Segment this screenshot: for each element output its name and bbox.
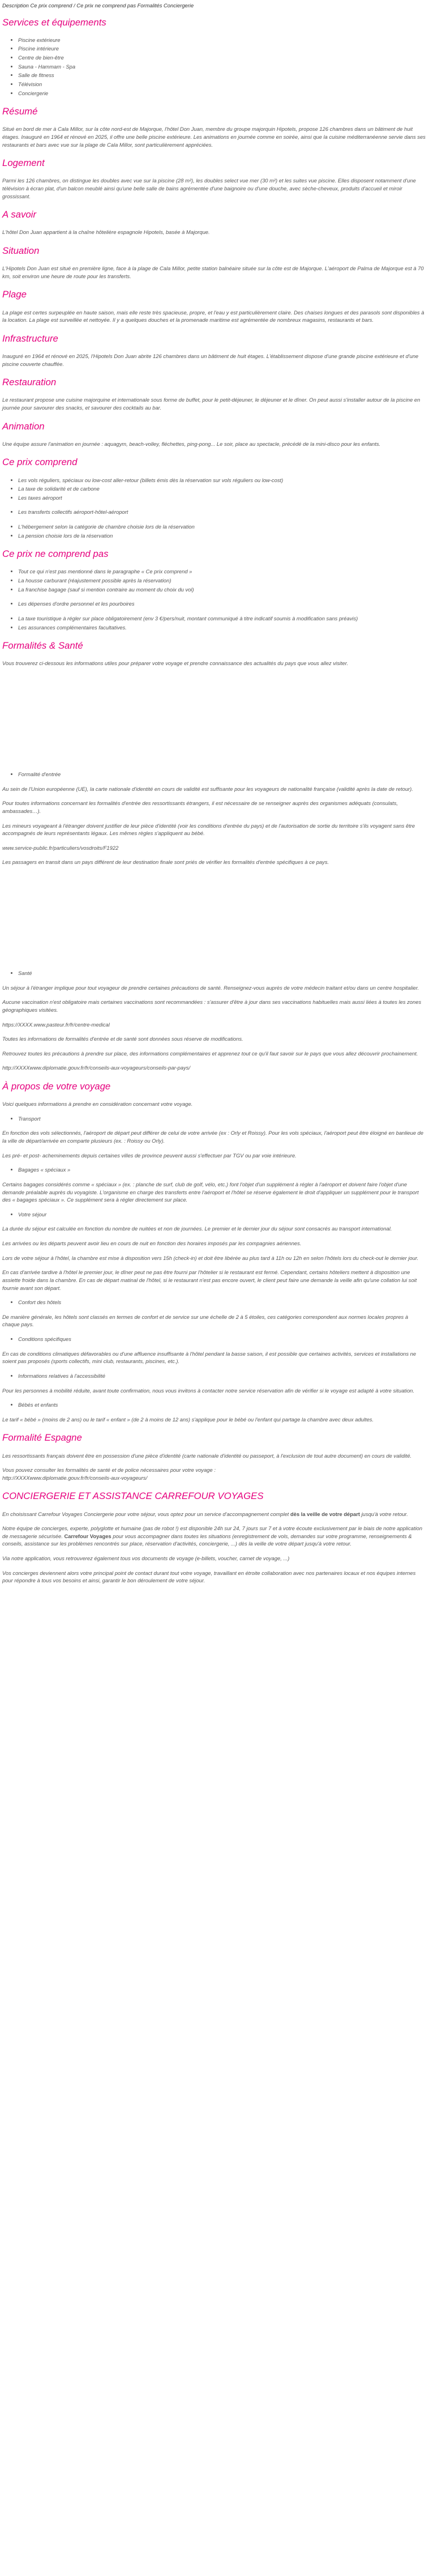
service-public-link[interactable]: www.service-public.fr/particuliers/vosdroits/F1922 bbox=[2, 844, 119, 851]
propos-t3: Certains bagages considérés comme « spéciaux » (ex. : planche de surf, club de golf, vélo, etc.) font l'objet d'un supplément à régler à l'aéroport et doivent faire l'objet d'une demande préalable auprès du voyagiste. L'organisme en charge des transferts entre l'aéroport et l'hôtel se réserve également le droit d'appliquer un supplément pour le transport des « bagages spéciaux ». Ce supplément sera à régler directement sur place. bbox=[2, 1181, 419, 1203]
espagne-t1: Les ressortissants français doivent être en possession d'une pièce d'identité (carte nationale d'identité ou passeport, à l'exclusion de tout autre document) en cours de validité. bbox=[2, 1452, 412, 1459]
propos-list bbox=[2, 1211, 427, 1219]
propos-t9: En cas de conditions climatiques défavorables ou d'une affluence insuffisante à l'hôtel pendant la basse saison, il est possible que certaines activités, services et installations ne soient pas proposés (sports collectifs, mini club, restaurants, piscines, etc.). bbox=[2, 1350, 417, 1365]
concierge-t2c: pour vous accompagner dans toutes les situations (enregistrement de vols, demandes sur votre programme, renseignements & conseils, assistance sur les problèmes rencontrés sur place, réservation d'activités, conciergerie, ...) dès la veille de votre départ jusqu'à votre retour. bbox=[2, 1532, 412, 1547]
list-item: • La franchise bagage (sauf si mention contraire au moment du choix du vol) bbox=[18, 586, 427, 594]
espagne-t2 bbox=[2, 1466, 427, 1481]
propos-t8: De manière générale, les hôtels sont classés en termes de confort et de service sur une échelle de 2 à 5 étoiles, ces catégories correspondent aux normes locales propres à chaque pays. bbox=[2, 1313, 409, 1328]
propos-t2: Les pré- et post- acheminements depuis certaines villes de province peuvent aussi s'effectuer par TGV ou par voie intérieure. bbox=[2, 1152, 297, 1159]
sante-s3: Toutes les informations de formalités d'entrée et de santé sont données sous réserve de modifications. bbox=[2, 1036, 243, 1042]
list-item: • Centre de bien-être bbox=[18, 54, 427, 62]
necomprend-title: Ce prix ne comprend pas bbox=[2, 548, 109, 560]
formalites-p4: Les passagers en transit dans un pays différent de leur destination finale sont priés de vérifier les formalités d'entrée spécifiques à ce pays. bbox=[2, 859, 329, 866]
list-item: • Les assurances complémentaires facultatives. bbox=[18, 624, 427, 632]
list-item: • La pension choisie lors de la réservation bbox=[18, 532, 427, 540]
restauration-title: Restauration bbox=[2, 377, 57, 388]
propos-t11: Le tarif « bébé » (moins de 2 ans) ou le tarif « enfant » (de 2 à moins de 12 ans) s'applique pour le bébé ou l'enfant qui partage la chambre avec deux adultes. bbox=[2, 1416, 374, 1423]
resume-text: Situé en bord de mer à Cala Millor, sur la côte nord-est de Majorque, l'hôtel Don Juan, membre du groupe majorquin Hipotels, propose 126 chambres dans un bâtiment de huit étages. Inauguré en 1964 et rénové en 2025, il offre une belle piscine extérieure. Les animations en journée comme en soirée, ainsi que la cuisine méditerranéenne servie dans ses restaurants et bars avec vue sur la plage de Cala Millor, sont particulièrement appréciées. bbox=[2, 126, 426, 148]
propos-t10: Pour les personnes à mobilité réduite, avant toute confirmation, nous vous invitons à contacter notre service réservation afin de vérifier si le voyage est adapté à votre situation. bbox=[2, 1387, 414, 1394]
list-item: • Informations relatives à l'accessibilité bbox=[18, 1372, 427, 1380]
list-item: • Les dépenses d'ordre personnel et les pourboires bbox=[18, 600, 427, 608]
formalites-list bbox=[2, 770, 427, 778]
concierge-t2b: Carrefour Voyages bbox=[64, 1532, 111, 1539]
propos-title: À propos de votre voyage bbox=[2, 1081, 111, 1092]
list-item: • Formalité d'entrée bbox=[18, 770, 427, 778]
list-item: • La housse carburant (réajustement possible après la réservation) bbox=[18, 577, 427, 585]
concierge-t1b: dès la veille de votre départ bbox=[290, 1510, 360, 1517]
list-item: • Les transferts collectifs aéroport-hôtel-aéroport bbox=[18, 508, 427, 516]
sante-s2: Aucune vaccination n'est obligatoire mais certaines vaccinations sont recommandées : s'assurer d'être à jour dans ses vaccinations habituelles mais aussi liées à toutes les zones géographiques visitées. bbox=[2, 999, 422, 1013]
list-item: • Santé bbox=[18, 969, 427, 977]
propos-t1: En fonction des vols sélectionnés, l'aéroport de départ peut différer de celui de votre arrivée (ex : Orly et Roissy). Pour les vols spéciaux, l'aéroport peut être éloigné en banlieue de la ville de départ/arrivée en comparte plusieurs (ex. : Roissy ou Orly). bbox=[2, 1130, 424, 1144]
espagne-title: Formalité Espagne bbox=[2, 1432, 82, 1444]
list-item: • Conciergerie bbox=[18, 90, 427, 97]
infrastructure-text: Inauguré en 1964 et rénové en 2025, l'Hipotels Don Juan abrite 126 chambres dans un bâtiment de huit étages. L'établissement dispose d'une grande piscine extérieure et d'une piscine couverte chauffée. bbox=[2, 352, 419, 367]
list-item: • Bagages « spéciaux » bbox=[18, 1166, 427, 1174]
page bbox=[0, 2, 429, 1585]
concierge-t1c: jusqu'à votre retour. bbox=[359, 1510, 408, 1517]
list-item: • Sauna - Hammam - Spa bbox=[18, 63, 427, 71]
propos-list bbox=[2, 1401, 427, 1409]
plage-title: Plage bbox=[2, 289, 27, 300]
propos-t4: La durée du séjour est calculée en fonction du nombre de nuitées et non de journées. Le premier et le dernier jour du séjour sont consacrés au transport international. bbox=[2, 1225, 392, 1232]
concierge-t2 bbox=[2, 1525, 427, 1548]
necomprend-list bbox=[2, 615, 427, 631]
diplomatie-link[interactable]: http://XXXXwww.diplomatie.gouv.fr/fr/conseils-aux-voyageurs/conseils-par-pays/ bbox=[2, 1065, 191, 1071]
propos-list bbox=[2, 1298, 427, 1306]
propos-list bbox=[2, 1115, 427, 1123]
services-list bbox=[2, 36, 427, 97]
necomprend-list bbox=[2, 568, 427, 593]
propos-intro: Voici quelques informations à prendre en considération concernant votre voyage. bbox=[2, 1101, 193, 1108]
resume-title: Résumé bbox=[2, 106, 38, 117]
concierge-t4: Vos concierges deviennent alors votre principal point de contact durant tout votre voyage, travaillant en étroite collaboration avec nos partenaires locaux et nos équipes internes pour répondre à tous vos besoins et ainsi, garantir le bon déroulement de votre séjour. bbox=[2, 1569, 416, 1584]
formalites-intro: Vous trouverez ci-dessous les informations utiles pour préparer votre voyage et prendre connaissance des actualités du pays que vous allez visiter. bbox=[2, 660, 349, 667]
espagne-t2-text: Vous pouvez consulter les formalités de santé et de police nécessaires pour votre voyage : bbox=[2, 1467, 216, 1474]
asavoir-text: L'hôtel Don Juan appartient à la chaîne hôtelière espagnole Hipotels, basée à Majorque. bbox=[2, 229, 210, 236]
animation-text: Une équipe assure l'animation en journée : aquagym, beach-volley, fléchettes, ping-pong... Le soir, place au spectacle, précédé de la mini-disco pour les enfants. bbox=[2, 440, 381, 447]
list-item: • Les taxes aéroport bbox=[18, 494, 427, 502]
list-item: • Salle de fitness bbox=[18, 71, 427, 79]
list-item: • Piscine intérieure bbox=[18, 45, 427, 53]
list-item: • Transport bbox=[18, 1115, 427, 1123]
restauration-text: Le restaurant propose une cuisine majorquine et internationale sous forme de buffet, pour le petit-déjeuner, le déjeuner et le dîner. On peut aussi s'installer autour de la piscine en journée pour savourer des snacks, et savourer des cocktails au bar. bbox=[2, 397, 421, 411]
propos-t6: Lors de votre séjour à l'hôtel, la chambre est mise à disposition vers 15h (check-in) et doit être libérée au plus tard à 11h ou 12h en selon l'hôtels lors du check-out le dernier jour. bbox=[2, 1254, 419, 1261]
situation-title: Situation bbox=[2, 245, 40, 256]
sante-s1: Un séjour à l'étranger implique pour tout voyageur de prendre certaines précautions de santé. Renseignez-vous auprès de votre médecin traitant et/ou dans un centre hospitalier. bbox=[2, 984, 419, 991]
comprend-title: Ce prix comprend bbox=[2, 457, 78, 468]
list-item: • Bébés et enfants bbox=[18, 1401, 427, 1409]
formalites-p3: Les mineurs voyageant à l'étranger doivent justifier de leur pièce d'identité (voir les conditions d'entrée du pays) et de l'autorisation de sortie du territoire s'ils voyagent sans être accompagnés de leurs représentants légaux. Les mêmes règles s'appliquent au bébé. bbox=[2, 822, 415, 837]
propos-t5: Les arrivées ou les départs peuvent avoir lieu en cours de nuit en fonction des horaires imposés par les compagnies aériennes. bbox=[2, 1240, 302, 1247]
situation-text: L'Hipotels Don Juan est situé en première ligne, face à la plage de Cala Millor, petite station balnéaire située sur la côte est de Majorque. L'aéroport de Palma de Majorque est à 70 km, soit environ une heure de route pour les transferts. bbox=[2, 265, 424, 279]
espagne-link[interactable]: http://XXXXwww.diplomatie.gouv.fr/fr/conseils-aux-voyageurs/ bbox=[2, 1474, 148, 1481]
propos-list bbox=[2, 1335, 427, 1343]
sante-list bbox=[2, 969, 427, 977]
list-item: • Télévision bbox=[18, 80, 427, 88]
logement-text: Parmi les 126 chambres, on distingue les doubles avec vue sur la piscine (28 m²), les doubles select vue mer (30 m²) et les suites vue piscine. Elles disposent notamment d'une télévision à écran plat, d'un balcon meublé ainsi qu'une belle salle de bains agrémentée d'une baignoire ou d'une douche, avec sèche-cheveux, produits d'accueil et miroir grossissant. bbox=[2, 177, 416, 199]
propos-list bbox=[2, 1372, 427, 1380]
list-item: • Les vols réguliers, spéciaux ou low-cost aller-retour (billets émis dès la réservation sur vols réguliers ou low-cost) bbox=[18, 476, 427, 484]
list-item: • Votre séjour bbox=[18, 1211, 427, 1219]
spacer bbox=[2, 674, 427, 770]
pasteur-link[interactable]: https://XXXX.www.pasteur.fr/fr/centre-medical bbox=[2, 1021, 110, 1028]
breadcrumb[interactable]: Description Ce prix comprend / Ce prix ne comprend pas Formalités Conciergerie bbox=[2, 2, 194, 8]
concierge-t1a: En choisissant Carrefour Voyages Conciergerie pour votre séjour, vous optez pour un service d'accompagnement complet bbox=[2, 1510, 290, 1517]
infrastructure-title: Infrastructure bbox=[2, 333, 58, 344]
list-item: • La taxe touristique à régler sur place obligatoirement (env 3 €/pers/nuit, montant communiqué à titre indicatif soumis à modification sans préavis) bbox=[18, 615, 427, 623]
list-item: • Confort des hôtels bbox=[18, 1298, 427, 1306]
spacer bbox=[2, 873, 427, 969]
list-item: • La taxe de solidarité et de carbone bbox=[18, 485, 427, 493]
concierge-t2a: Notre équipe de concierges, experte, polyglotte et humaine (pas de robot !) est disponible 24h sur 24, 7 jours sur 7 et à votre écoute exclusivement par le biais de notre application de messagerie sécurisée. bbox=[2, 1525, 423, 1539]
concierge-t3: Via notre application, vous retrouverez également tous vos documents de voyage (e-billets, voucher, carnet de voyage, ...) bbox=[2, 1555, 290, 1562]
propos-t7: En cas d'arrivée tardive à l'hôtel le premier jour, le dîner peut ne pas être fourni par l'hôtelier si le restaurant est fermé. Cependant, certains hôteliers mettent à disposition une assiette froide dans la chambre. En cas de départ matinal de l'hôtel, si le restaurant n'est pas encore ouvert, le client peut faire une demande la veille afin qu'une collation lui soit fournie avant son départ. bbox=[2, 1269, 417, 1291]
plage-text: La plage est certes surpeuplée en haute saison, mais elle reste très spacieuse, propre, et l'eau y est particulièrement claire. Des chaises longues et des parasols sont disponibles à la location. La plage est surveillée et nettoyée. Il y a quelques douches et la promenade maritime est agrémentée de nombreux magasins, restaurants et bars. bbox=[2, 309, 424, 323]
services-title: Services et équipements bbox=[2, 16, 106, 28]
comprend-list bbox=[2, 508, 427, 516]
list-item: • L'hébergement selon la catégorie de chambre choisie lors de la réservation bbox=[18, 523, 427, 531]
comprend-list bbox=[2, 476, 427, 502]
formalites-p2: Pour toutes informations concernant les formalités d'entrée des ressortissants étrangers, il est nécessaire de se renseigner auprès des organismes adéquats (consulats, ambassades…). bbox=[2, 800, 398, 814]
asavoir-title: A savoir bbox=[2, 209, 36, 220]
list-item: • Tout ce qui n'est pas mentionné dans le paragraphe « Ce prix comprend » bbox=[18, 568, 427, 576]
list-item: • Piscine extérieure bbox=[18, 36, 427, 44]
formalites-p1: Au sein de l'Union européenne (UE), la carte nationale d'identité en cours de validité est suffisante pour les voyageurs de nationalité française (validité après la date de retour). bbox=[2, 785, 413, 792]
concierge-title: CONCIERGERIE ET ASSISTANCE CARREFOUR VOYAGES bbox=[2, 1491, 264, 1502]
formalites-title: Formalités & Santé bbox=[2, 640, 83, 652]
animation-title: Animation bbox=[2, 420, 45, 432]
comprend-list bbox=[2, 523, 427, 539]
logement-title: Logement bbox=[2, 157, 45, 169]
propos-list bbox=[2, 1166, 427, 1174]
list-item: • Conditions spécifiques bbox=[18, 1335, 427, 1343]
sante-s4: Retrouvez toutes les précautions à prendre sur place, des informations complémentaires et apprenez tout ce qu'il faut savoir sur le pays que vous allez découvrir prochainement. bbox=[2, 1050, 418, 1057]
concierge-t1 bbox=[2, 1510, 427, 1518]
necomprend-list bbox=[2, 600, 427, 608]
